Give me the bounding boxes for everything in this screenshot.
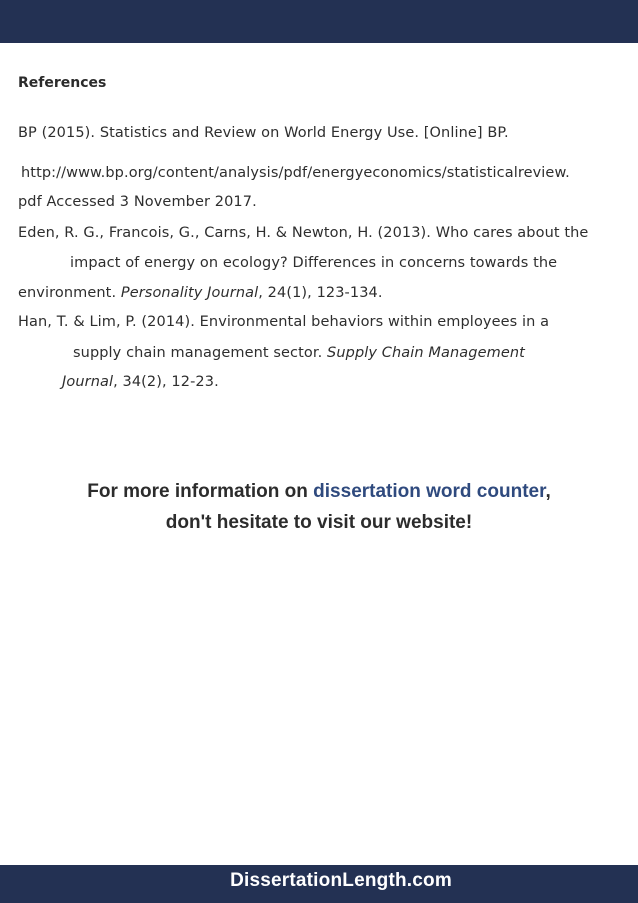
reference-bp-url[interactable]: http://www.bp.org/content/analysis/pdf/energyeconomics/statisticalreview. — [21, 165, 570, 181]
reference-text: , 24(1), 123-134. — [258, 285, 383, 301]
journal-title: Personality Journal — [120, 285, 259, 301]
journal-title: Supply Chain Management — [327, 345, 525, 361]
header-bar — [0, 0, 638, 43]
reference-han-line-1: Han, T. & Lim, P. (2014). Environmental behaviors within employees in a — [18, 314, 550, 330]
reference-eden-line-2: impact of energy on ecology? Differences in concerns towards the — [70, 255, 558, 271]
cta-suffix: , — [545, 481, 551, 502]
reference-text: environment. — [18, 285, 121, 301]
reference-han-line-3 — [62, 374, 219, 390]
reference-eden-line-1: Eden, R. G., Francois, G., Carns, H. & Newton, H. (2013). Who cares about the — [18, 225, 589, 241]
reference-bp-line-1: BP (2015). Statistics and Review on World Energy Use. [Online] BP. — [18, 125, 509, 141]
reference-text: supply chain management sector. — [73, 345, 328, 361]
reference-eden-line-3 — [18, 285, 383, 301]
cta-line-1 — [0, 481, 638, 503]
reference-han-line-2 — [73, 345, 525, 361]
footer-site-name[interactable]: DissertationLength.com — [230, 870, 452, 891]
cta-line-2: don't hesitate to visit our website! — [165, 512, 473, 533]
journal-title: Journal — [62, 374, 114, 390]
cta-prefix: For more information on — [87, 481, 314, 502]
dissertation-word-counter-link[interactable]: dissertation word counter — [313, 481, 546, 502]
reference-text: , 34(2), 12-23. — [113, 374, 219, 390]
references-heading: References — [18, 75, 107, 91]
reference-bp-line-3: pdf Accessed 3 November 2017. — [18, 194, 257, 210]
